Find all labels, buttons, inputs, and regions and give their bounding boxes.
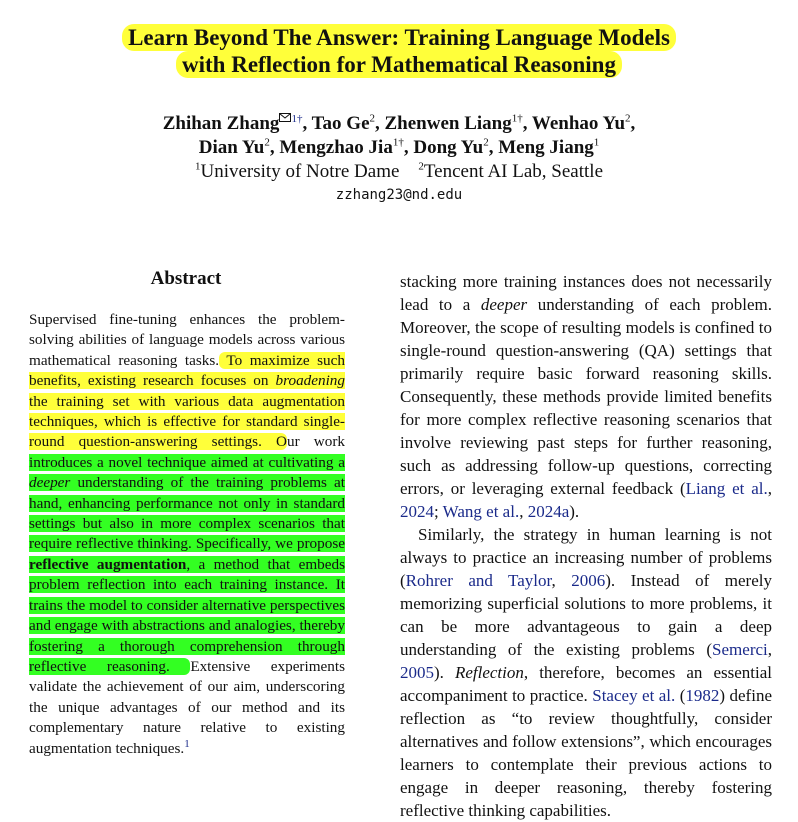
author-name: Zhihan Zhang <box>162 113 280 134</box>
author-list <box>0 112 798 160</box>
separator: , <box>403 137 414 158</box>
highlight-green <box>29 454 345 675</box>
citation-link[interactable]: Stacey et al. <box>592 686 676 705</box>
author-name: Tao Ge <box>311 113 370 134</box>
body-text: Similarly, the strategy in human learning is not always to practice an increasing number of problems ( <box>400 525 772 590</box>
abstract-text: , a method that embeds problem reflection into each training instance. It trains the model to consider alternative perspectives and engage with abstractions and analogies, thereby fostering a thorough comprehension through reflective reasoning. <box>29 555 345 675</box>
separator: , <box>375 113 385 134</box>
intro-paragraph <box>400 523 772 822</box>
body-text: ). <box>569 502 580 521</box>
emphasis: deeper <box>480 295 528 314</box>
title-line-1: Learn Beyond The Answer: Training Language Models <box>122 24 676 51</box>
author-affil-mark: 1† <box>511 112 523 125</box>
body-text: , therefore, becomes an essential accompaniment to practice. <box>400 663 772 705</box>
author-affil-mark: 2 <box>483 136 489 149</box>
abstract-text: the training set with various data augmentation techniques, which is effective for standard single-round question-answering settings. O <box>29 392 345 451</box>
abstract-heading: Abstract <box>150 268 222 289</box>
separator: , <box>630 113 636 134</box>
body-text: stacking more training instances does not necessarily lead to a <box>400 272 772 314</box>
author-line-2 <box>0 136 798 160</box>
author-affil-mark: 2 <box>264 136 270 149</box>
footnote-marker[interactable]: 1 <box>184 737 190 750</box>
citation-link[interactable]: Rohrer and Taylor <box>405 571 552 590</box>
abstract-text: understanding of the training problems at hand, enhancing performance not only in standard settings but also in more complex scenarios that require reflective thinking. Specifically, we propose <box>29 474 345 553</box>
separator: , <box>302 113 312 134</box>
author-affil-mark: 2 <box>625 112 631 125</box>
body-text: understanding of each problem. Moreover, the scope of resulting models is confined to single-round question-answering (QA) settings that primarily require basic forward reasoning skills. Consequently, these methods provide limited benefits for more complex reflective reasoning scenarios that involve reviewing past steps for further reasoning, such as addressing follow-up questions, correcting errors, or leveraging external feedback ( <box>400 295 772 498</box>
emphasis: Reflection <box>454 663 524 682</box>
citation-link[interactable]: 1982 <box>685 686 720 705</box>
intro-column <box>400 270 772 822</box>
affiliations <box>0 160 798 184</box>
separator: , <box>767 640 772 659</box>
separator: ; <box>434 502 443 521</box>
title-line-2: with Reflection for Mathematical Reasoning <box>176 51 622 78</box>
citation-link[interactable]: Semerci <box>712 640 768 659</box>
separator: , <box>551 571 572 590</box>
author-line-1 <box>0 112 798 136</box>
body-text: ). <box>434 663 455 682</box>
abstract-text: Extensive experiments validate the achievement of our aim, underscoring the unique advantages of our method and its complementary nature relative to existing augmentation techniques. <box>29 657 345 757</box>
citation-link[interactable]: Liang et al. <box>685 479 768 498</box>
author-marks <box>279 113 302 125</box>
separator: ) <box>719 686 726 705</box>
author-name: Dong Yu <box>413 137 484 158</box>
paper-title <box>0 24 798 78</box>
affiliation-mark: 1 <box>194 160 201 173</box>
separator: , <box>519 502 528 521</box>
author-name: Wenhao Yu <box>531 113 626 134</box>
abstract-text: To maximize such benefits, existing research focuses on <box>29 351 345 390</box>
author-name: Mengzhao Jia <box>279 137 393 158</box>
body-text: define reflection as “to review thoughtfully, consider alternatives and follow extensions”, which encourages learners to contemplate their previous actions to engage in deeper reasoning, thereby fostering reflective thinking capabilities. <box>400 686 772 820</box>
citation-link[interactable]: 2006 <box>571 571 606 590</box>
bold-term: reflective augmentation <box>29 555 187 573</box>
affiliation-1: University of Notre Dame <box>200 161 400 182</box>
author-affil-mark: 1† <box>392 136 404 149</box>
abstract-text: introduces a novel technique aimed at cultivating a <box>29 453 345 471</box>
author-affil-mark: 2 <box>369 112 375 125</box>
affiliation-2: Tencent AI Lab, Seattle <box>423 161 604 182</box>
abstract-text: Supervised fine-tuning enhances the problem-solving abilities of language models across various mathematical reasoning tasks. <box>29 311 345 369</box>
separator: ( <box>675 686 686 705</box>
abstract-body <box>29 310 345 759</box>
body-text: ). Instead of merely memorizing superficial solutions to more problems, it can be more advantageous to gain a deep understanding of the existing problems ( <box>400 571 772 659</box>
affiliation-mark: 2 <box>418 160 424 173</box>
emphasis: deeper <box>29 474 71 492</box>
separator: , <box>767 479 772 498</box>
citation-link[interactable]: Wang et al. <box>442 502 520 521</box>
author-name: Dian Yu <box>198 137 265 158</box>
abstract-text: ur work <box>286 433 345 451</box>
emphasis: broadening <box>275 372 345 390</box>
citation-link[interactable]: 2024a <box>527 502 570 521</box>
author-name: Meng Jiang <box>498 137 594 158</box>
author-affil-mark: 1 <box>593 136 600 149</box>
intro-paragraph <box>400 270 772 523</box>
author-name: Zhenwen Liang <box>384 113 512 134</box>
separator: , <box>269 137 280 158</box>
author-affil-mark: 1† <box>291 112 303 125</box>
citation-link[interactable]: 2005 <box>400 663 434 682</box>
envelope-icon <box>279 113 291 122</box>
separator: , <box>522 113 532 134</box>
citation-link[interactable]: 2024 <box>400 502 434 521</box>
separator: , <box>488 137 499 158</box>
contact-email[interactable]: zzhang23@nd.edu <box>335 187 463 203</box>
